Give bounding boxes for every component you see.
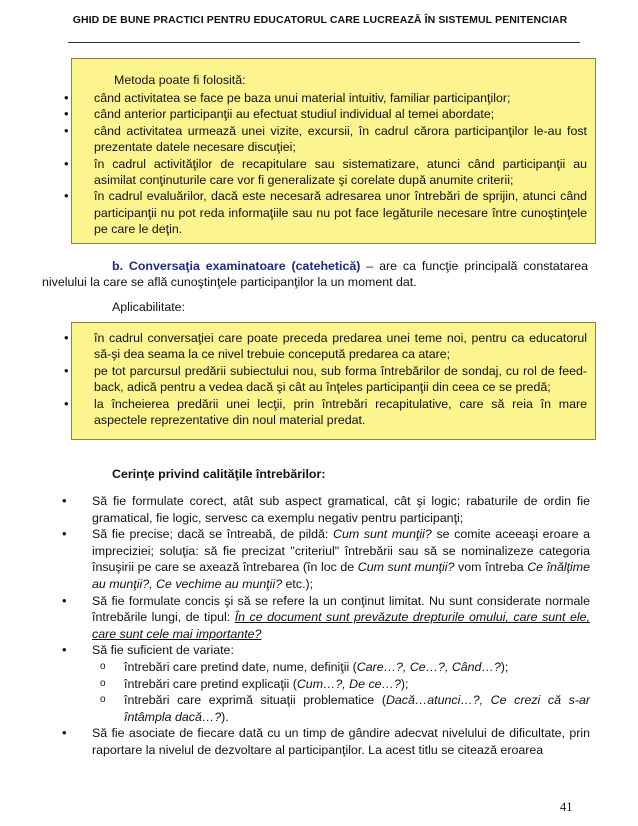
list-item: • când activitatea se face pe baza unui material intuitiv, familiar participanţilor; [72, 90, 587, 106]
section-b-paragraph [42, 258, 588, 291]
list-item: • pe tot parcursul predării subiectului nou, sub forma întrebărilor de sondaj, cu rol de feed-back, adică pentru a vedea dacă şi cât au înţeles participanţii din ceea ce se predă; [72, 363, 587, 396]
header-divider [68, 42, 580, 43]
sub-list-item: o întrebări care exprimă situaţii problematice (Dacă…atunci…?, Ce crezi că s-ar întâmpla dacă…?). [100, 692, 590, 725]
section-b-heading: b. Conversaţia examinatoare (catehetică) [112, 259, 361, 273]
list-item: • Să fie formulate concis şi să se refere la un conţinut limitat. Nu sunt considerate normale întrebările lungi, de tipul: În ce document sunt prevăzute drepturile omului, care sunt ele, care sunt cele mai importante? [70, 593, 590, 643]
question-types-list [100, 659, 590, 725]
list-item: • în cadrul activităţilor de recapitulare sau sistematizare, atunci când participanţii au asimilat conţinuturile care vor fi generalizate şi corelate după anumite criterii; [72, 156, 587, 189]
page-number: 41 [560, 800, 573, 814]
list-item: • Să fie formulate corect, atât sub aspect gramatical, cât şi logic; rabaturile de ordin fie gramatical, fie logic, servesc ca exemplu negativ pentru participanţi; [70, 493, 590, 526]
requirements-heading: Cerinţe privind calităţile întrebărilor: [112, 467, 326, 481]
list-item: • când anterior participanţii au efectuat studiul individual al temei abordate; [72, 106, 587, 122]
applicability-heading: Aplicabilitate: [112, 300, 186, 314]
list-item: • Să fie precise; dacă se întreabă, de pildă: Cum sunt munţii? se comite aceeaşi eroare a impreciziei; soluţia: să fie precizat "criteriul" întrebării sau să se nominalizeze categoria însuşirii pe care se axează întrebarea (în loc de Cum sunt munţii? vom întreba Ce înălţime au munţii?, Ce vechime au munţii? etc.); [70, 526, 590, 592]
list-item: • la încheierea predării unei lecţii, prin întrebări recapitulative, care să reia în mare aspectele reprezentative din noul material predat. [72, 396, 587, 429]
sub-list-item: o întrebări care pretind explicaţii (Cum…?, De ce…?); [100, 676, 590, 693]
section-b-text: – are ca funcţie principală constatarea nivelului la care se află cunoştinţele participanţilor la un moment dat. [42, 259, 588, 290]
page-header: GHID DE BUNE PRACTICI PENTRU EDUCATORUL CARE LUCREAZĂ ÎN SISTEMUL PENITENCIAR [72, 14, 568, 26]
requirements-list [70, 493, 590, 759]
applicability-list [72, 330, 587, 428]
list-item: • Să fie suficient de variate: o întrebări care pretind date, nume, definiţii (Care…?, Ce…?, Când…?); o întrebări care pretind explicaţii (Cum…?, De ce…?); o întrebări care exprimă situaţii problematice (Dacă…atunci…?, Ce crezi că s-ar întâmpla dacă…?). [70, 642, 590, 725]
box-title: Metoda poate fi folosită: [114, 73, 246, 87]
list-item: • în cadrul evaluărilor, dacă este necesară adresarea unor întrebări de sprijin, atunci când participanţii nu pot reda informaţiile sau nu pot face legăturile necesare între cunoştinţele pe care le deţin. [72, 188, 587, 237]
method-usage-box [71, 58, 596, 244]
usage-list [72, 90, 587, 238]
applicability-box [71, 322, 596, 440]
list-item: • când activitatea urmează unei vizite, excursii, în cadrul cărora participanţilor le-au fost prezentate datele necesare discuţiei; [72, 123, 587, 156]
list-item: • în cadrul conversaţiei care poate preceda predarea unei teme noi, pentru ca educatorul să-şi dea seama la ce nivel trebuie concepută predarea ca atare; [72, 330, 587, 363]
sub-list-item: o întrebări care pretind date, nume, definiţii (Care…?, Ce…?, Când…?); [100, 659, 590, 676]
list-item: • Să fie asociate de fiecare dată cu un timp de gândire adecvat nivelului de dificultate, prin raportare la nivelul de dezvoltare al participanţilor. La acest titlu se citează eroarea [70, 725, 590, 758]
